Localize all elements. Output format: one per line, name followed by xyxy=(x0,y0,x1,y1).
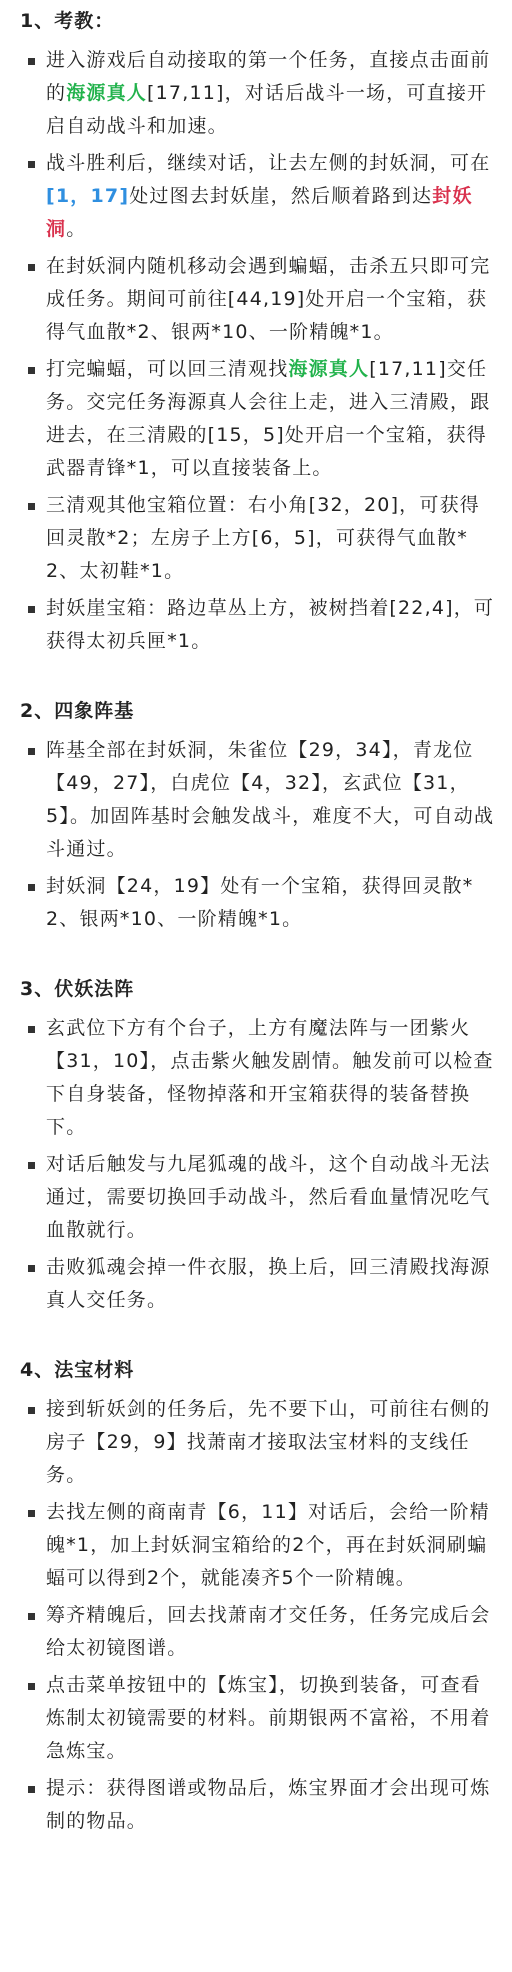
list-item xyxy=(20,1251,498,1317)
section-title: 2、四象阵基 xyxy=(20,700,135,722)
item-text: 封妖崖宝箱：路边草丛上方，被树挡着[22,4]，可获得太初兵匣*1。 xyxy=(46,597,495,652)
list-item xyxy=(20,44,498,143)
square-bullet-icon xyxy=(28,1162,35,1169)
item-text: 筹齐精魄后，回去找萧南才交任务，任务完成后会给太初镜图谱。 xyxy=(46,1604,491,1659)
section xyxy=(20,696,498,936)
item-text: 接到斩妖剑的任务后，先不要下山，可前往右侧的房子【29，9】找萧南才接取法宝材料的支线任务。 xyxy=(46,1398,491,1486)
item-text: 玄武位下方有个台子，上方有魔法阵与一团紫火【31，10】，点击紫火触发剧情。触发前可以检查下自身装备，怪物掉落和开宝箱获得的装备替换下。 xyxy=(46,1017,494,1138)
square-bullet-icon xyxy=(28,884,35,891)
bullet-list xyxy=(20,1393,498,1838)
list-item xyxy=(20,1012,498,1144)
square-bullet-icon xyxy=(28,58,35,65)
square-bullet-icon xyxy=(28,606,35,613)
item-text: 点击菜单按钮中的【炼宝】，切换到装备，可查看炼制太初镜需要的材料。前期银两不富裕，不用着急炼宝。 xyxy=(46,1674,491,1762)
item-text: 对话后触发与九尾狐魂的战斗，这个自动战斗无法通过，需要切换回手动战斗，然后看血量情况吃气血散就行。 xyxy=(46,1153,491,1241)
item-text: 战斗胜利后，继续对话，让去左侧的封妖洞，可在 xyxy=(46,152,491,174)
item-text: 阵基全部在封妖洞，朱雀位【29，34】，青龙位【49，27】，白虎位【4，32】，玄武位【31，5】。加固阵基时会触发战斗，难度不大，可自动战斗通过。 xyxy=(46,739,495,860)
square-bullet-icon xyxy=(28,1026,35,1033)
bullet-list xyxy=(20,734,498,936)
section-title: 1、考教： xyxy=(20,10,115,32)
item-text: 三清观其他宝箱位置：右小角[32，20]，可获得回灵散*2；左房子上方[6，5]，可获得气血散*2、太初鞋*1。 xyxy=(46,494,480,582)
list-item xyxy=(20,1148,498,1247)
square-bullet-icon xyxy=(28,1786,35,1793)
section xyxy=(20,974,498,1317)
square-bullet-icon xyxy=(28,748,35,755)
section xyxy=(20,1355,498,1838)
square-bullet-icon xyxy=(28,1510,35,1517)
section-title: 3、伏妖法阵 xyxy=(20,978,135,1000)
item-text: 打完蝙蝠，可以回三清观找 xyxy=(46,358,289,380)
square-bullet-icon xyxy=(28,503,35,510)
item-text: 封妖洞【24，19】处有一个宝箱，获得回灵散*2、银两*10、一阶精魄*1。 xyxy=(46,875,474,930)
item-text: 处过图去封妖崖，然后顺着路到达 xyxy=(129,185,433,207)
bullet-list xyxy=(20,1012,498,1317)
square-bullet-icon xyxy=(28,1265,35,1272)
square-bullet-icon xyxy=(28,161,35,168)
square-bullet-icon xyxy=(28,1407,35,1414)
highlighted-text: 海源真人 xyxy=(66,82,148,104)
highlighted-text: [1，17] xyxy=(46,185,130,207)
highlighted-text: 海源真人 xyxy=(288,358,370,380)
item-text: 去找左侧的商南青【6，11】对话后，会给一阶精魄*1，加上封妖洞宝箱给的2个，再在封妖洞刷蝙蝠可以得到2个，就能凑齐5个一阶精魄。 xyxy=(46,1501,490,1589)
item-text: 提示：获得图谱或物品后，炼宝界面才会出现可炼制的物品。 xyxy=(46,1777,491,1832)
list-item xyxy=(20,489,498,588)
list-item xyxy=(20,1393,498,1492)
square-bullet-icon xyxy=(28,367,35,374)
list-item xyxy=(20,147,498,246)
list-item xyxy=(20,1599,498,1665)
square-bullet-icon xyxy=(28,1613,35,1620)
item-text: 击败狐魂会掉一件衣服，换上后，回三清殿找海源真人交任务。 xyxy=(46,1256,491,1311)
bullet-list xyxy=(20,44,498,658)
item-text: [17,11]交任务。交完任务海源真人会往上走，进入三清殿，跟进去，在三清殿的[15，5]处开启一个宝箱，获得武器青锋*1，可以直接装备上。 xyxy=(46,358,491,479)
item-text: 在封妖洞内随机移动会遇到蝙蝠，击杀五只即可完成任务。期间可前往[44,19]处开启一个宝箱，获得气血散*2、银两*10、一阶精魄*1。 xyxy=(46,255,491,343)
square-bullet-icon xyxy=(28,1683,35,1690)
section xyxy=(20,6,498,658)
square-bullet-icon xyxy=(28,264,35,271)
list-item xyxy=(20,592,498,658)
list-item xyxy=(20,870,498,936)
section-title: 4、法宝材料 xyxy=(20,1359,135,1381)
list-item xyxy=(20,250,498,349)
list-item xyxy=(20,734,498,866)
item-text: 进入游戏后自动接取的第一个任务，直接点击面前的 xyxy=(46,49,491,104)
item-text: [17,11]，对话后战斗一场，可直接开启自动战斗和加速。 xyxy=(46,82,488,137)
item-text: 。 xyxy=(66,218,87,240)
list-item xyxy=(20,1496,498,1595)
list-item xyxy=(20,353,498,485)
highlighted-text: 封妖洞 xyxy=(46,185,473,240)
list-item xyxy=(20,1772,498,1838)
list-item xyxy=(20,1669,498,1768)
